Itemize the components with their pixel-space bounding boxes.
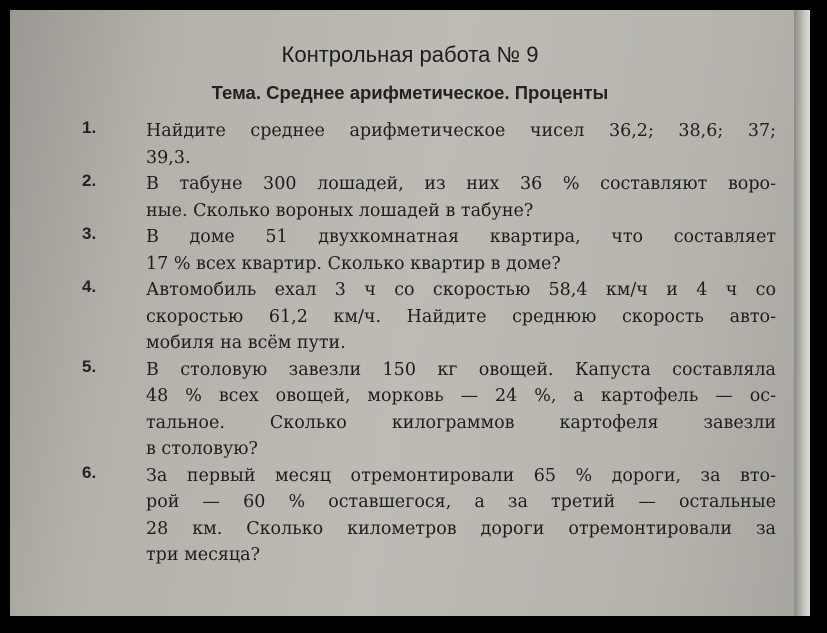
problem-text bbox=[146, 171, 776, 224]
problem-line: тальное. Сколько килограммов картофеля завезли bbox=[146, 412, 776, 433]
page bbox=[10, 10, 810, 616]
problem-3 bbox=[10, 224, 810, 277]
problem-6 bbox=[10, 463, 810, 569]
problem-line: мобиля на всём пути. bbox=[146, 333, 346, 353]
problem-line: три месяца? bbox=[146, 545, 260, 565]
problem-line: В табуне 300 лошадей, из них 36 % составляют воро- bbox=[146, 174, 776, 194]
problem-text bbox=[146, 224, 776, 277]
problem-number: 2. bbox=[82, 171, 97, 190]
problem-number: 4. bbox=[82, 277, 97, 296]
problem-text bbox=[146, 277, 776, 357]
problem-text bbox=[146, 463, 776, 569]
problem-line: ные. Сколько вороных лошадей в табуне? bbox=[146, 200, 534, 221]
problem-line: 28 км. Сколько километров дороги отремонтировали за bbox=[146, 518, 776, 539]
problem-line: Автомобиль ехал 3 ч со скоростью 58,4 км/ч и 4 ч со bbox=[146, 280, 776, 300]
problem-line: За первый месяц отремонтировали 65 % дороги, за вто- bbox=[146, 465, 776, 486]
problem-text bbox=[146, 357, 776, 463]
problem-text bbox=[146, 118, 776, 171]
problem-number: 3. bbox=[82, 224, 97, 243]
problem-line: В столовую завезли 150 кг овощей. Капуста составляла bbox=[146, 359, 776, 380]
problem-number: 5. bbox=[82, 356, 97, 376]
problem-number: 1. bbox=[82, 118, 97, 137]
problem-line: скоростью 61,2 км/ч. Найдите среднюю скорость авто- bbox=[146, 306, 776, 327]
problem-line: 17 % всех квартир. Сколько квартир в доме? bbox=[146, 253, 561, 274]
problem-number: 6. bbox=[82, 462, 97, 482]
problem-line: в столовую? bbox=[146, 439, 258, 459]
problem-line: рой — 60 % оставшегося, а за третий — остальные bbox=[146, 492, 776, 512]
problem-line: 48 % всех овощей, морковь — 24 %, а картофель — ос- bbox=[146, 386, 776, 406]
problem-4 bbox=[10, 277, 810, 357]
problem-list bbox=[10, 118, 810, 569]
problem-5 bbox=[10, 357, 810, 463]
page-subtitle: Тема. Среднее арифметическое. Проценты bbox=[211, 82, 609, 103]
problem-2 bbox=[10, 171, 810, 224]
page-title: Контрольная работа № 9 bbox=[281, 42, 539, 67]
problem-line: Найдите среднее арифметическое чисел 36,2; 38,6; 37; bbox=[146, 121, 776, 141]
problem-line: 39,3. bbox=[146, 147, 191, 168]
problem-line: В доме 51 двухкомнатная квартира, что составляет bbox=[146, 227, 776, 247]
problem-1 bbox=[10, 118, 810, 171]
